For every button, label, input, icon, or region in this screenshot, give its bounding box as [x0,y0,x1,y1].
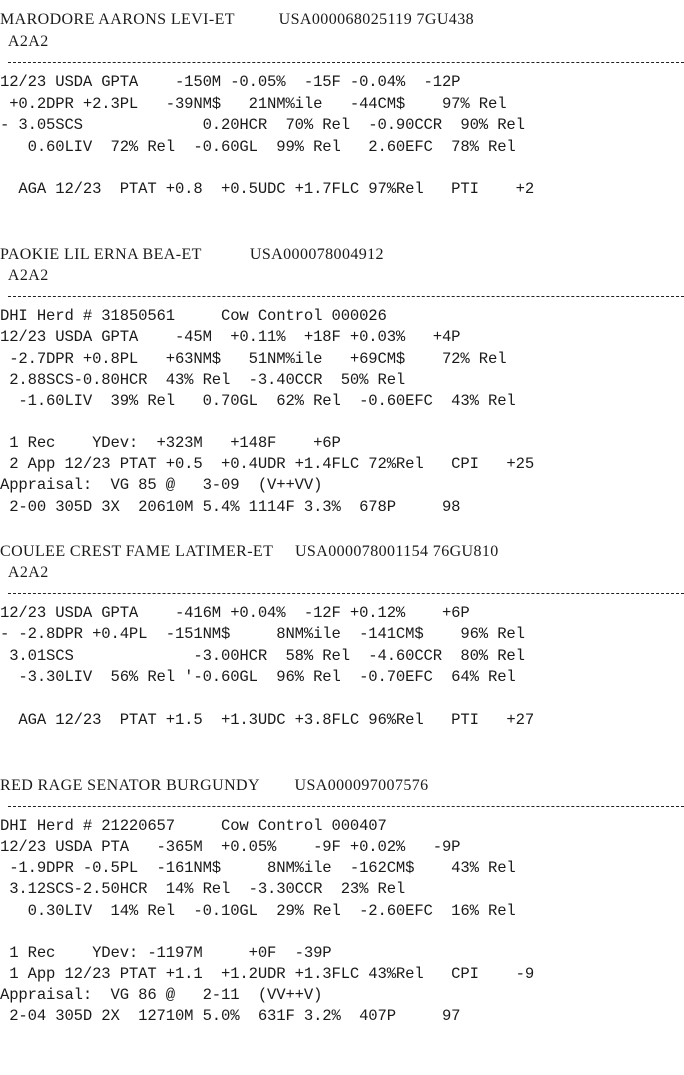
animal-name-line: MARODORE AARONS LEVI-ET USA000068025119 7GU438 [0,11,475,28]
animal-name-line: COULEE CREST FAME LATIMER-ET USA000078001154 76GU810 [0,543,499,560]
genotype: A2A2 [0,564,49,581]
separator-rule [8,806,684,807]
record-line: Appraisal: VG 85 @ 3-09 (V++VV) [0,476,323,494]
record-line: 12/23 USDA PTA -365M +0.05% -9F +0.02% -9P [0,838,461,856]
record-line: DHI Herd # 21220657 Cow Control 000407 [0,817,387,835]
record-line: 0.60LIV 72% Rel -0.60GL 99% Rel 2.60EFC 78% Rel [0,138,516,156]
separator-rule [8,62,684,63]
record-line: 1 Rec YDev: -1197M +0F -39P [0,944,332,962]
record-line: 0.30LIV 14% Rel -0.10GL 29% Rel -2.60EFC 16% Rel [0,902,516,920]
record-line: 3.12SCS-2.50HCR 14% Rel -3.30CCR 23% Rel [0,880,406,898]
record-line: 2.88SCS-0.80HCR 43% Rel -3.40CCR 50% Rel [0,371,406,389]
genotype: A2A2 [0,267,49,284]
record-line: 12/23 USDA GPTA -150M -0.05% -15F -0.04% -12P [0,73,461,91]
record-line: 1 Rec YDev: +323M +148F +6P [0,434,341,452]
record-line: -3.30LIV 56% Rel '-0.60GL 96% Rel -0.70EFC 64% Rel [0,668,516,686]
record-line: +0.2DPR +2.3PL -39NM$ 21NM%ile -44CM$ 97% Rel [0,95,507,113]
record-line: DHI Herd # 31850561 Cow Control 000026 [0,307,387,325]
record-line: - -2.8DPR +0.4PL -151NM$ 8NM%ile -141CM$ 96% Rel [0,625,525,643]
record-line: 12/23 USDA GPTA -416M +0.04% -12F +0.12% +6P [0,604,470,622]
genotype: A2A2 [0,33,49,50]
animal-name-line: PAOKIE LIL ERNA BEA-ET USA000078004912 [0,246,384,263]
record-line: 2-00 305D 3X 20610M 5.4% 1114F 3.3% 678P 98 [0,498,461,516]
record-line: -2.7DPR +0.8PL +63NM$ 51NM%ile +69CM$ 72% Rel [0,350,507,368]
separator-rule [8,593,684,594]
record-line: AGA 12/23 PTAT +1.5 +1.3UDC +3.8FLC 96%Rel PTI +27 [0,711,535,729]
record-line: - 3.05SCS 0.20HCR 70% Rel -0.90CCR 90% Rel [0,116,525,134]
record-line: Appraisal: VG 86 @ 2-11 (VV++V) [0,986,323,1004]
record-line: -1.60LIV 39% Rel 0.70GL 62% Rel -0.60EFC 43% Rel [0,392,516,410]
record-line: 2-04 305D 2X 12710M 5.0% 631F 3.2% 407P 97 [0,1007,461,1025]
record-line: 3.01SCS -3.00HCR 58% Rel -4.60CCR 80% Rel [0,647,525,665]
record-line: 2 App 12/23 PTAT +0.5 +0.4UDR +1.4FLC 72%Rel CPI +25 [0,455,535,473]
record-line: 1 App 12/23 PTAT +1.1 +1.2UDR +1.3FLC 43%Rel CPI -9 [0,965,535,983]
record-line: -1.9DPR -0.5PL -161NM$ 8NM%ile -162CM$ 43% Rel [0,859,516,877]
record-line: 12/23 USDA GPTA -45M +0.11% +18F +0.03% +4P [0,328,461,346]
separator-rule [8,296,684,297]
animal-name-line: RED RAGE SENATOR BURGUNDY USA000097007576 [0,777,429,794]
record-line: AGA 12/23 PTAT +0.8 +0.5UDC +1.7FLC 97%Rel PTI +2 [0,180,535,198]
